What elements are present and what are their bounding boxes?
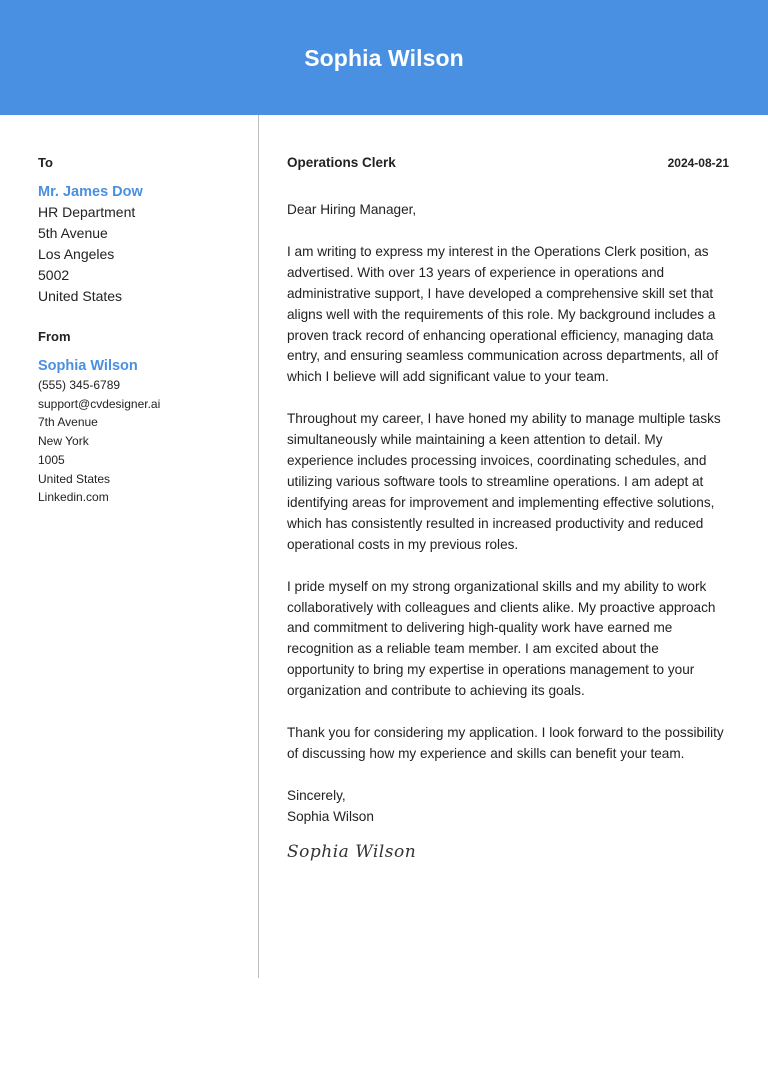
column-divider: [258, 115, 259, 978]
contact-column: [38, 155, 248, 507]
sender-city: New York: [38, 434, 89, 449]
signature: Sophia Wilson: [287, 841, 417, 862]
letter-column: [287, 155, 729, 862]
to-heading: To: [38, 155, 53, 170]
closing-name: Sophia Wilson: [287, 808, 374, 824]
recipient-department: HR Department: [38, 204, 136, 220]
sender-country: United States: [38, 471, 111, 486]
recipient-street: 5th Avenue: [38, 225, 108, 241]
sender-details: [38, 376, 248, 507]
recipient-city: Los Angeles: [38, 246, 115, 262]
letter-topline: [287, 155, 729, 170]
sender-name: Sophia Wilson: [38, 358, 138, 374]
letter-date: 2024-08-21: [667, 156, 729, 170]
sender-phone: (555) 345-6789: [38, 378, 121, 392]
paragraph-1: I am writing to express my interest in the Operations Clerk position, as advertised. With over 13 years of experience in operations and administrative support, I have developed a comprehensive skill set that aligns well with the requirements of this role. My background includes a proven track record of enhancing operational efficiency, managing data entry, and ensuring seamless communication across departments, all of which I believe will add significant value to your team.: [287, 243, 719, 385]
salutation: Dear Hiring Manager,: [287, 202, 417, 217]
recipient-address: [38, 202, 248, 307]
paragraph-2: Throughout my career, I have honed my ability to manage multiple tasks simultaneously while maintaining a keen attention to detail. My experience includes processing invoices, coordinating schedules, and utilizing various software tools to streamline operations. I am adept at identifying areas for improvement and implementing effective solutions, which has consistently resulted in increased productivity and reduced operational costs in my previous roles.: [287, 411, 721, 552]
closing: Sincerely,: [287, 787, 346, 803]
recipient-name: Mr. James Dow: [38, 184, 143, 200]
paragraph-4: Thank you for considering my application. I look forward to the possibility of discussing how my experience and skills can benefit your team.: [287, 725, 724, 761]
recipient-country: United States: [38, 288, 123, 304]
paragraph-3: I pride myself on my strong organizational skills and my ability to work collaboratively with colleagues and clients alike. My proactive approach and commitment to delivering high-quality work have earned me recognition as a reliable team member. I am excited about the opportunity to bring my expertise in operations management to your organization and contribute to achieving its goals.: [287, 578, 716, 699]
header-banner: [0, 0, 768, 115]
sender-email: support@cvdesigner.ai: [38, 396, 161, 411]
job-title: Operations Clerk: [287, 155, 396, 170]
applicant-name: Sophia Wilson: [304, 44, 464, 71]
from-heading: From: [38, 329, 71, 344]
sender-website: Linkedin.com: [38, 490, 109, 505]
sender-postal-code: 1005: [38, 452, 65, 467]
sender-street: 7th Avenue: [38, 415, 98, 430]
recipient-postal-code: 5002: [38, 267, 70, 283]
